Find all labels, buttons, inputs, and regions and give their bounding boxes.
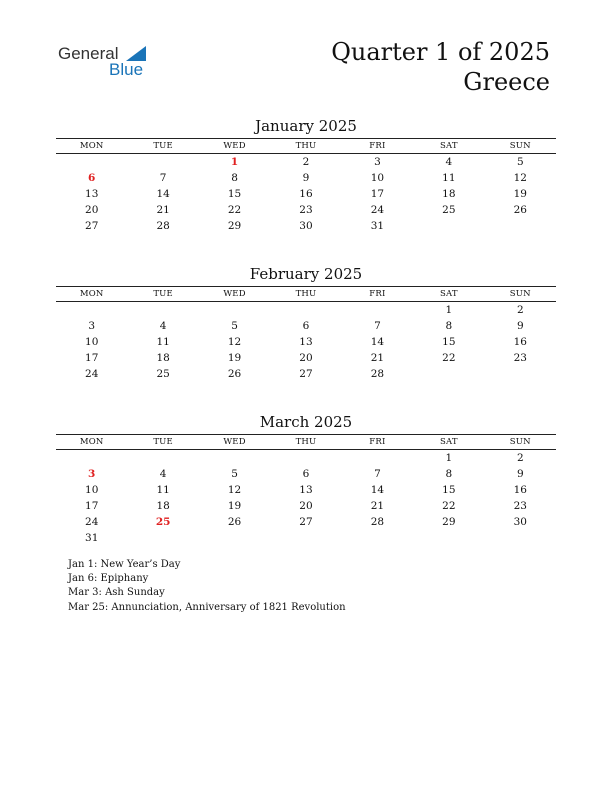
day-cell: 5 [516,156,524,168]
day-cell [485,530,556,546]
logo-triangle-icon [126,46,146,61]
day-cell [56,302,127,318]
day-cell: 16 [513,336,527,348]
day-cell: 27 [299,368,313,380]
day-cell: 12 [227,484,242,496]
day-cell: 24 [85,368,99,380]
holiday-note: Mar 25: Annunciation, Anniversary of 1821 Revolution [68,601,346,613]
month-february [56,264,556,382]
day-cell: 13 [299,484,313,496]
day-cell: 2 [516,304,524,316]
day-cell: 3 [374,156,381,168]
weekday-tue: TUE [153,289,173,299]
week-row [56,450,556,466]
day-cell: 24 [370,204,385,216]
day-cell: 11 [156,484,170,496]
day-cell: 25 [156,368,170,380]
day-cell: 23 [513,500,527,512]
day-cell: 28 [370,516,385,528]
weekday-tue: TUE [153,141,173,151]
day-cell: 26 [513,204,527,216]
logo [58,42,168,82]
weekday-wed: WED [223,289,246,299]
day-cell: 22 [442,500,456,512]
day-cell: 19 [227,500,242,512]
day-cell: 21 [370,500,385,512]
weekday-thu: THU [295,437,317,447]
day-cell: 24 [85,516,99,528]
day-cell: 14 [156,188,170,200]
day-cell: 27 [85,220,99,232]
week-row [56,366,556,382]
week-row [56,482,556,498]
day-cell: 7 [374,320,381,332]
day-cell: 2 [516,452,524,464]
holiday-day-cell: 25 [155,516,171,528]
day-cell: 12 [227,336,242,348]
day-cell [342,450,413,466]
day-cell: 25 [442,204,456,216]
holiday-day-cell: 6 [88,172,96,184]
day-cell: 28 [156,220,170,232]
weekday-fri: FRI [369,437,386,447]
week-row [56,218,556,234]
day-cell: 4 [159,320,167,332]
day-cell: 31 [85,532,99,544]
month-weeks [56,450,556,546]
weekday-mon: MON [79,141,104,151]
day-cell: 10 [85,336,99,348]
day-cell: 9 [516,468,524,480]
day-cell: 12 [513,172,527,184]
day-cell: 18 [442,188,456,200]
day-cell [342,530,413,546]
title-country: Greece [463,68,550,96]
week-row [56,334,556,350]
day-cell: 7 [374,468,381,480]
day-cell: 20 [85,204,99,216]
day-cell: 4 [159,468,167,480]
day-cell: 19 [227,352,242,364]
day-cell: 13 [299,336,313,348]
day-cell: 10 [370,172,385,184]
day-cell: 4 [445,156,453,168]
holiday-notes [68,558,346,615]
day-cell: 1 [445,304,453,316]
day-cell: 11 [156,336,170,348]
day-cell: 1 [445,452,453,464]
day-cell: 8 [231,172,238,184]
weekday-sun: SUN [509,141,531,151]
holiday-note: Mar 3: Ash Sunday [68,587,165,599]
week-row [56,530,556,546]
day-cell: 5 [231,320,238,332]
day-cell [270,530,341,546]
day-cell: 23 [513,352,527,364]
day-cell: 29 [227,220,242,232]
month-march [56,412,556,546]
weekday-header-row [56,434,556,450]
day-cell: 15 [442,336,456,348]
weekday-thu: THU [295,141,317,151]
weekday-mon: MON [79,437,104,447]
day-cell [485,218,556,234]
holiday-day-cell: 1 [230,156,239,168]
day-cell: 23 [299,204,313,216]
day-cell: 3 [88,320,96,332]
weekday-fri: FRI [369,141,386,151]
day-cell: 8 [445,320,453,332]
day-cell [413,218,484,234]
week-row [56,318,556,334]
day-cell: 20 [299,500,313,512]
day-cell: 6 [302,468,310,480]
day-cell: 27 [299,516,313,528]
weekday-sat: SAT [439,289,458,299]
day-cell: 17 [85,352,99,364]
logo-text-general: General [58,44,119,63]
day-cell: 14 [370,336,385,348]
title-quarter: Quarter 1 of 2025 [331,38,550,66]
month-weeks [56,302,556,382]
day-cell [127,154,198,170]
day-cell [413,530,484,546]
week-row [56,514,556,530]
day-cell [270,450,341,466]
day-cell [413,366,484,382]
day-cell: 26 [227,516,242,528]
day-cell: 2 [302,156,310,168]
week-row [56,202,556,218]
day-cell: 30 [299,220,313,232]
weekday-mon: MON [79,289,104,299]
day-cell: 8 [445,468,453,480]
weekday-wed: WED [223,141,246,151]
weekday-header-row [56,138,556,154]
day-cell [199,450,270,466]
weekday-sat: SAT [439,141,458,151]
day-cell: 21 [156,204,170,216]
day-cell: 18 [156,500,170,512]
week-row [56,466,556,482]
day-cell: 19 [513,188,527,200]
week-row [56,350,556,366]
weekday-fri: FRI [369,289,386,299]
day-cell: 14 [370,484,385,496]
weekday-sun: SUN [509,437,531,447]
weekday-sat: SAT [439,437,458,447]
week-row [56,302,556,318]
month-title: March 2025 [259,413,353,431]
week-row [56,154,556,170]
logo-text-blue: Blue [109,60,144,79]
day-cell [56,450,127,466]
day-cell: 22 [227,204,242,216]
month-weeks [56,154,556,234]
day-cell: 9 [302,172,310,184]
day-cell: 21 [370,352,385,364]
week-row [56,170,556,186]
day-cell: 17 [85,500,99,512]
weekday-wed: WED [223,437,246,447]
day-cell [342,302,413,318]
day-cell: 6 [302,320,310,332]
day-cell [127,450,198,466]
day-cell: 29 [442,516,456,528]
weekday-tue: TUE [153,437,173,447]
day-cell: 9 [516,320,524,332]
day-cell: 16 [513,484,527,496]
month-title: January 2025 [255,117,357,135]
day-cell: 28 [370,368,385,380]
day-cell [199,302,270,318]
weekday-sun: SUN [509,289,531,299]
month-title: February 2025 [249,265,363,283]
day-cell [270,302,341,318]
page-title [331,37,550,97]
weekday-thu: THU [295,289,317,299]
day-cell: 17 [370,188,385,200]
day-cell: 10 [85,484,99,496]
day-cell: 31 [370,220,385,232]
day-cell: 22 [442,352,456,364]
day-cell: 5 [231,468,238,480]
holiday-note: Jan 1: New Year’s Day [68,559,181,570]
weekday-header-row [56,286,556,302]
day-cell: 16 [299,188,313,200]
day-cell [56,154,127,170]
day-cell [127,530,198,546]
day-cell: 30 [513,516,527,528]
day-cell [127,302,198,318]
day-cell: 15 [442,484,456,496]
holiday-note: Jan 6: Epiphany [68,573,149,585]
day-cell: 13 [85,188,99,200]
day-cell: 18 [156,352,170,364]
day-cell: 15 [227,188,242,200]
day-cell [485,366,556,382]
day-cell: 20 [299,352,313,364]
day-cell: 11 [442,172,456,184]
month-january [56,116,556,234]
day-cell [199,530,270,546]
week-row [56,186,556,202]
day-cell: 26 [227,368,242,380]
day-cell: 7 [159,172,167,184]
week-row [56,498,556,514]
holiday-day-cell: 3 [88,468,96,480]
